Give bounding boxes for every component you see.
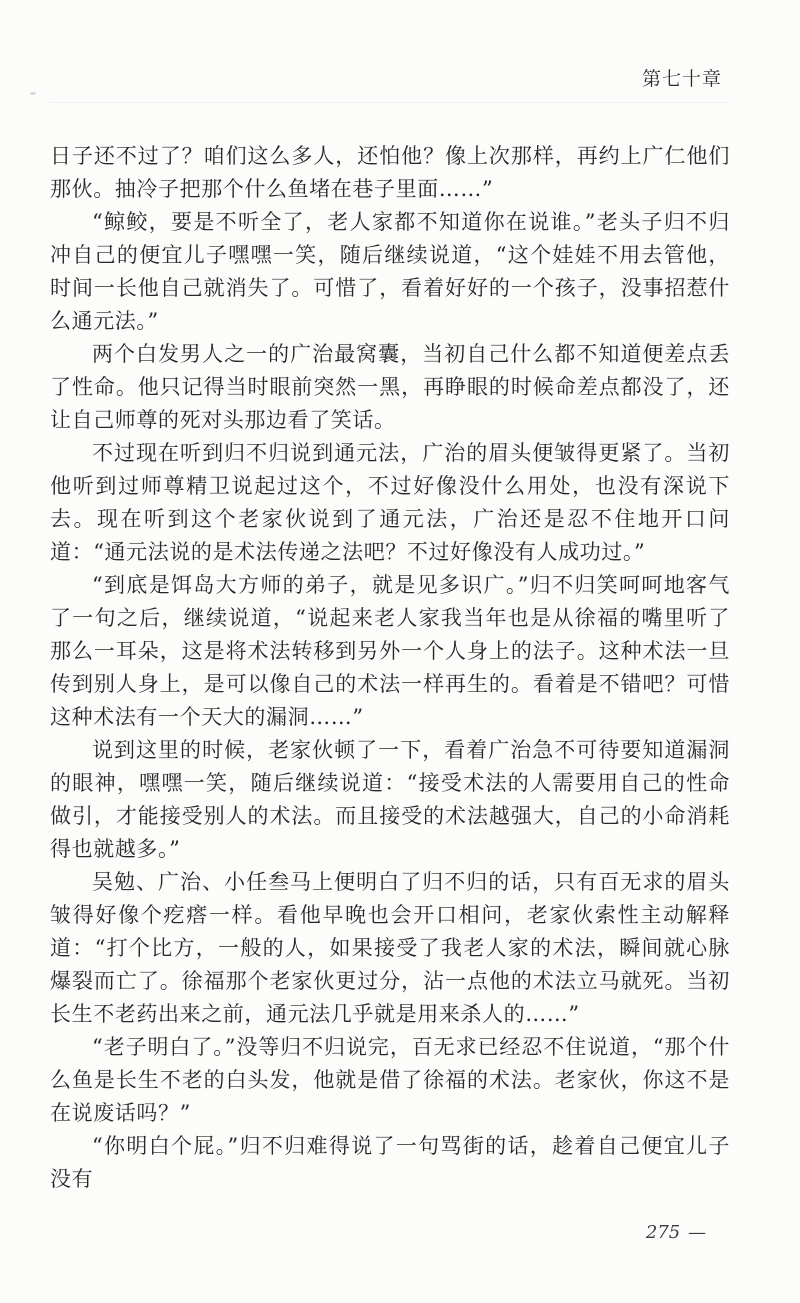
- paragraph: 两个白发男人之一的广治最窝囊，当初自己什么都不知道便差点丢了性命。他只记得当时眼前突然一黑，再睁眼的时候命差点都没了，还让自己师尊的死对头那边看了笑话。: [50, 342, 730, 432]
- chapter-running-head: 第七十章: [641, 68, 722, 90]
- page-number: 275: [645, 1222, 681, 1243]
- paragraph: “你明白个屁。”归不归难得说了一句骂街的话，趁着自己便宜儿子没有: [50, 1134, 730, 1191]
- paragraph: “鲸鲛，要是不听全了，老人家都不知道你在说谁。”老头子归不归冲自己的便宜儿子嘿嘿一笑，随后继续说道，“这个娃娃不用去管他，时间一长他自己就消失了。可惜了，看着好好的一个孩子，没事招惹什么通元法。”: [50, 210, 730, 333]
- paragraph: 不过现在听到归不归说到通元法，广治的眉头便皱得更紧了。当初他听到过师尊精卫说起过这个，不过好像没什么用处，也没有深说下去。现在听到这个老家伙说到了通元法，广治还是忍不住地开口问道：“通元法说的是术法传递之法吧？不过好像没有人成功过。”: [50, 441, 730, 564]
- scan-speck: [30, 92, 36, 95]
- paragraph: 日子还不过了？咱们这么多人，还怕他？像上次那样，再约上广仁他们那伙。抽冷子把那个什么鱼堵在巷子里面……”: [50, 144, 730, 201]
- paragraph: “到底是饵岛大方师的弟子，就是见多识广。”归不归笑呵呵地客气了一句之后，继续说道，“说起来老人家我当年也是从徐福的嘴里听了那么一耳朵，这是将术法转移到另外一个人身上的法子。这种术法一旦传到别人身上，是可以像自己的术法一样再生的。看着是不错吧？可惜这种术法有一个天大的漏洞……”: [50, 573, 730, 729]
- paragraph: 吴勉、广治、小任叁马上便明白了归不归的话，只有百无求的眉头皱得好像个疙瘩一样。看他早晚也会开口相问，老家伙索性主动解释道：“打个比方，一般的人，如果接受了我老人家的术法，瞬间就心脉爆裂而亡了。徐福那个老家伙更过分，沾一点他的术法立马就死。当初长生不老药出来之前，通元法几乎就是用来杀人的……”: [50, 870, 730, 1026]
- page-number-dash: —: [688, 1222, 706, 1243]
- body-text: [50, 140, 730, 1196]
- page-number-footer: [646, 1222, 706, 1243]
- paragraph: “老子明白了。”没等归不归说完，百无求已经忍不住说道，“那个什么鱼是长生不老的白头发，他就是借了徐福的术法。老家伙，你这不是在说废话吗？”: [50, 1035, 730, 1125]
- paragraph: 说到这里的时候，老家伙顿了一下，看着广治急不可待要知道漏洞的眼神，嘿嘿一笑，随后继续说道：“接受术法的人需要用自己的性命做引，才能接受别人的术法。而且接受的术法越强大，自己的小命消耗得也就越多。”: [50, 738, 730, 861]
- header-divider: [50, 102, 730, 103]
